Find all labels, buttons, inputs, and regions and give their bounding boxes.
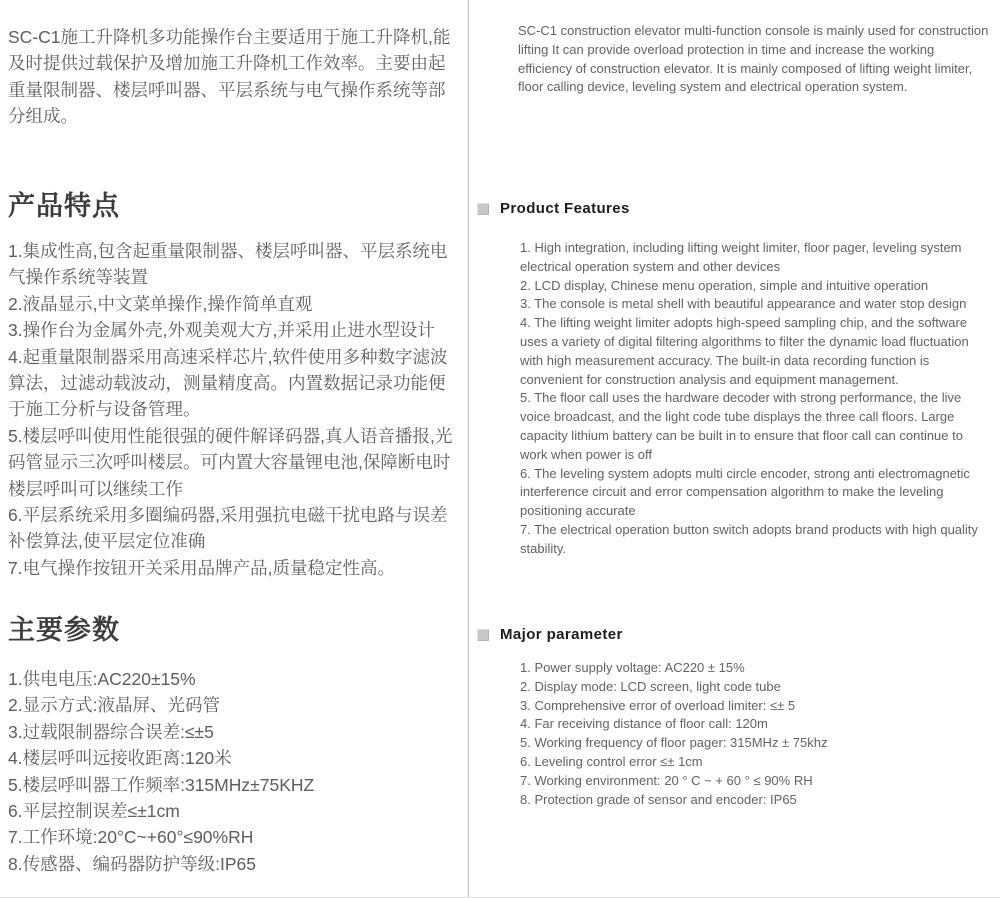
cn-param-item: 2.显示方式:液晶屏、光码管 <box>8 695 220 716</box>
cn-intro-paragraph: SC-C1施工升降机多功能操作台主要适用于施工升降机,能及时提供过载保护及增加施工升降机工作效率。主要由起重量限制器、楼层呼叫器、平层系统与电气操作系统等部分组成。 <box>8 27 451 127</box>
cn-param-item: 3.过载限制器综合误差:≤±5 <box>8 721 214 742</box>
en-param-item: 7. Working environment: 20 ° C ~ + 60 ° ≤ 90% RH <box>520 772 813 788</box>
en-product-features-title: Product Features <box>500 200 630 217</box>
section-marker-icon <box>477 629 489 641</box>
cn-features-list <box>8 238 462 581</box>
en-feature-item: 2. LCD display, Chinese menu operation, simple and intuitive operation <box>520 277 929 293</box>
en-feature-item: 6. The leveling system adopts multi circle encoder, strong anti electromagnetic interference circuit and error compensation algorithm to make the leveling positioning accurate <box>520 465 970 519</box>
cn-feature-item: 6.平层系统采用多圈编码器,采用强抗电磁干扰电路与误差补偿算法,使平层定位准确 <box>8 505 448 552</box>
cn-param-item: 8.传感器、编码器防护等级:IP65 <box>8 853 256 874</box>
cn-param-item: 7.工作环境:20°C~+60°≤90%RH <box>8 827 254 848</box>
en-param-item: 4. Far receiving distance of floor call: 120m <box>520 716 768 732</box>
en-product-features-heading <box>477 200 630 218</box>
cn-major-params-title: 主要参数 <box>8 615 120 645</box>
en-intro-paragraph: SC-C1 construction elevator multi-function console is mainly used for construction lifting It can provide overload protection in time and increase the working efficiency of construction elevator. It is mainly composed of lifting weight limiter, floor calling device, leveling system and electrical operation system. <box>518 23 989 95</box>
en-param-item: 1. Power supply voltage: AC220 ± 15% <box>520 660 745 675</box>
cn-feature-item: 5.楼层呼叫使用性能很强的硬件解译码器,真人语音播报,光码管显示三次呼叫楼层。可内置大容量锂电池,保障断电时楼层呼叫可以继续工作 <box>8 425 453 499</box>
en-feature-item: 5. The floor call uses the hardware decoder with strong performance, the live voice broadcast, and the light code tube displays the three call floors. Large capacity lithium battery can be built in to ensure that floor call can continue to work when power is off <box>520 390 963 462</box>
cn-product-features-title: 产品特点 <box>8 191 120 221</box>
en-param-item: 5. Working frequency of floor pager: 315MHz ± 75khz <box>520 735 828 751</box>
cn-feature-item: 7.电气操作按钮开关采用品牌产品,质量稳定性高。 <box>8 557 395 578</box>
en-major-parameter-heading <box>477 626 623 644</box>
cn-param-item: 4.楼层呼叫远接收距离:120米 <box>8 748 232 769</box>
cn-feature-item: 1.集成性高,包含起重量限制器、楼层呼叫器、平层系统电气操作系统等装置 <box>8 241 448 288</box>
en-param-item: 8. Protection grade of sensor and encoder: IP65 <box>520 791 797 807</box>
en-params-list <box>520 659 992 809</box>
cn-feature-item: 2.液晶显示,中文菜单操作,操作简单直观 <box>8 293 313 314</box>
cn-param-item: 6.平层控制误差≤±1cm <box>8 801 180 822</box>
cn-param-item: 1.供电电压:AC220±15% <box>8 669 196 689</box>
en-feature-item: 3. The console is metal shell with beautiful appearance and water stop design <box>520 296 967 312</box>
en-param-item: 6. Leveling control error ≤± 1cm <box>520 753 703 769</box>
cn-param-item: 5.楼层呼叫器工作频率:315MHz±75KHZ <box>8 774 315 795</box>
column-divider <box>467 0 469 898</box>
cn-feature-item: 4.起重量限制器采用高速采样芯片,软件使用多种数字滤波算法，过滤动载波动，测量精度高。内置数据记录功能便于施工分析与设备管理。 <box>8 346 448 420</box>
en-feature-item: 4. The lifting weight limiter adopts high-speed sampling chip, and the software uses a variety of digital filtering algorithms to filter the dynamic load fluctuation with high measurement accuracy. The built-in data recording function is convenient for construction analysis and equipment management. <box>520 315 969 387</box>
cn-feature-item: 3.操作台为金属外壳,外观美观大方,并采用止进水型设计 <box>8 320 435 341</box>
en-feature-item: 7. The electrical operation button switch adopts brand products with high quality stability. <box>520 521 978 556</box>
en-param-item: 3. Comprehensive error of overload limiter: ≤± 5 <box>520 697 796 713</box>
en-major-parameter-title: Major parameter <box>500 626 623 643</box>
cn-params-list <box>8 666 462 877</box>
en-feature-item: 1. High integration, including lifting weight limiter, floor pager, leveling system electrical operation system and other devices <box>520 240 962 274</box>
section-marker-icon <box>477 203 489 215</box>
en-features-list <box>520 239 992 559</box>
en-param-item: 2. Display mode: LCD screen, light code tube <box>520 678 781 694</box>
